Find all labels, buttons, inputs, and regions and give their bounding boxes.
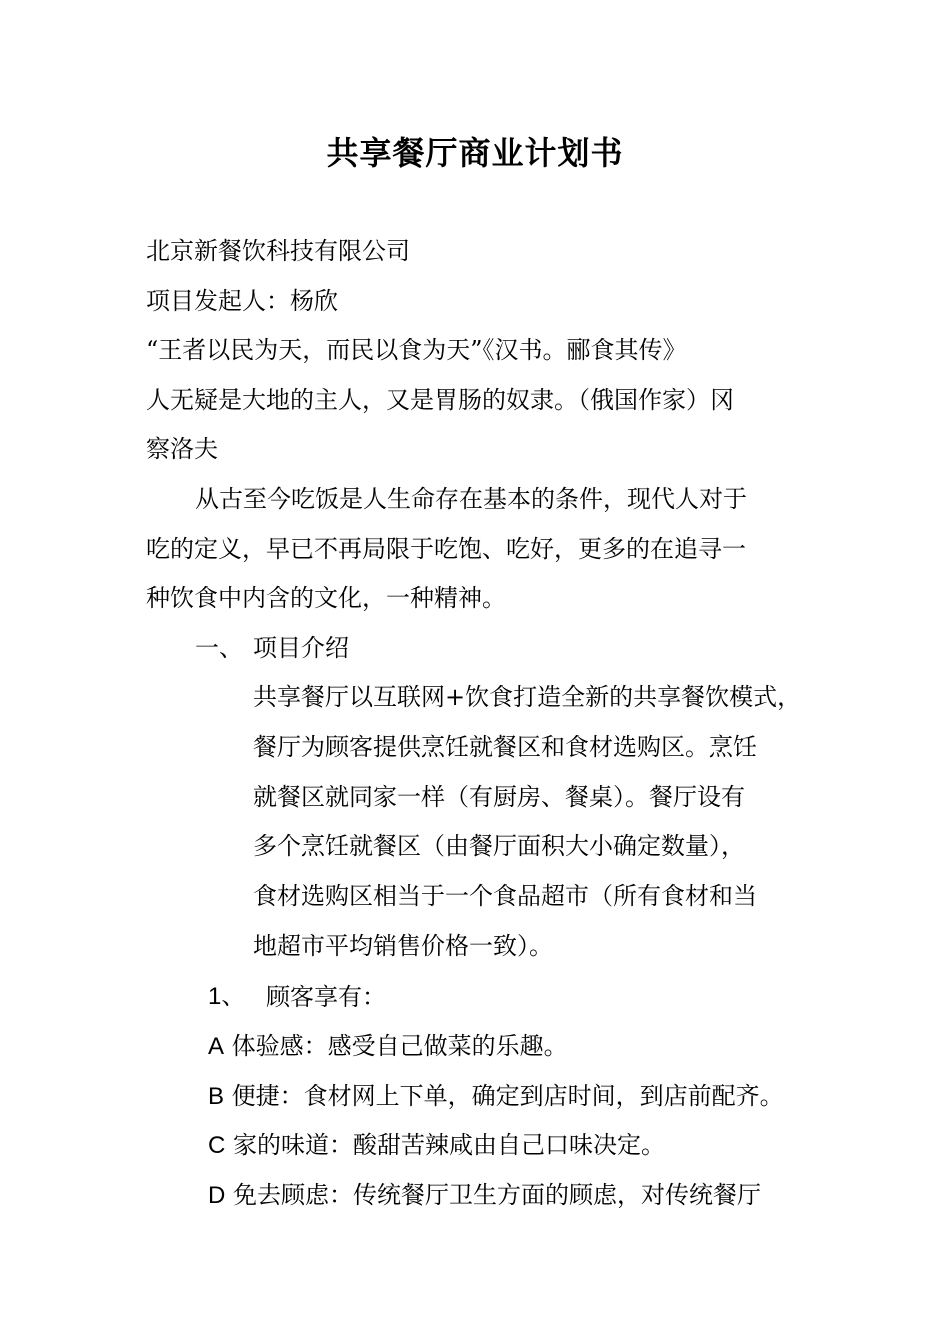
list-item-text: 便捷：食材网上下单，确定到店时间，到店前配齐。 [231, 1082, 784, 1110]
list-item [208, 1029, 568, 1064]
list-item-letter: A [208, 1033, 225, 1060]
intro-paragraph-line: 从古至今吃饭是人生命存在基本的条件，现代人对于 [195, 485, 747, 513]
list-item-letter: D [208, 1182, 226, 1209]
section-body-line: 食材选购区相当于一个食品超市（所有食材和当 [253, 882, 757, 910]
section-heading: 项目介绍 [253, 634, 349, 662]
quote-line: 察洛夫 [146, 435, 218, 463]
project-initiator: 项目发起人：杨欣 [146, 287, 338, 315]
list-item-letter: B [208, 1083, 225, 1110]
company-name: 北京新餐饮科技有限公司 [146, 237, 410, 265]
quote-line: “王者以民为天，而民以食为天”《汉书。郦食其传》 [146, 336, 687, 364]
list-item [208, 1178, 761, 1213]
section-body-line: 地超市平均销售价格一致）。 [253, 932, 553, 960]
list-item [208, 1079, 784, 1114]
section-body-line: 餐厅为顾客提供烹饪就餐区和食材选购区。烹饪 [253, 733, 757, 761]
intro-paragraph-line: 种饮食中内含的文化，一种精神。 [146, 584, 506, 612]
subsection-number: 1、 [208, 983, 246, 1010]
list-item-text: 家的味道：酸甜苦辣咸由自己口味决定。 [232, 1131, 665, 1159]
quote-line: 人无疑是大地的主人，又是胃肠的奴隶。（俄国作家）冈 [146, 386, 734, 414]
section-number: 一、 [195, 634, 243, 662]
subsection-heading: 顾客享有： [266, 983, 386, 1011]
section-body-line: 就餐区就同家一样（有厨房、餐桌）。餐厅设有 [253, 783, 745, 811]
list-item-letter: C [208, 1132, 226, 1159]
list-item-text: 体验感：感受自己做菜的乐趣。 [231, 1032, 568, 1060]
section-body-line: 多个烹饪就餐区（由餐厅面积大小确定数量）， [253, 832, 745, 860]
document-title: 共享餐厅商业计划书 [326, 134, 624, 172]
intro-paragraph-line: 吃的定义，早已不再局限于吃饱、吃好，更多的在追寻一 [146, 535, 746, 563]
list-item [208, 1128, 665, 1163]
section-body-line: 共享餐厅以互联网+饮食打造全新的共享餐饮模式， [253, 683, 802, 711]
list-item-text: 免去顾虑：传统餐厅卫生方面的顾虑，对传统餐厅 [232, 1181, 761, 1209]
